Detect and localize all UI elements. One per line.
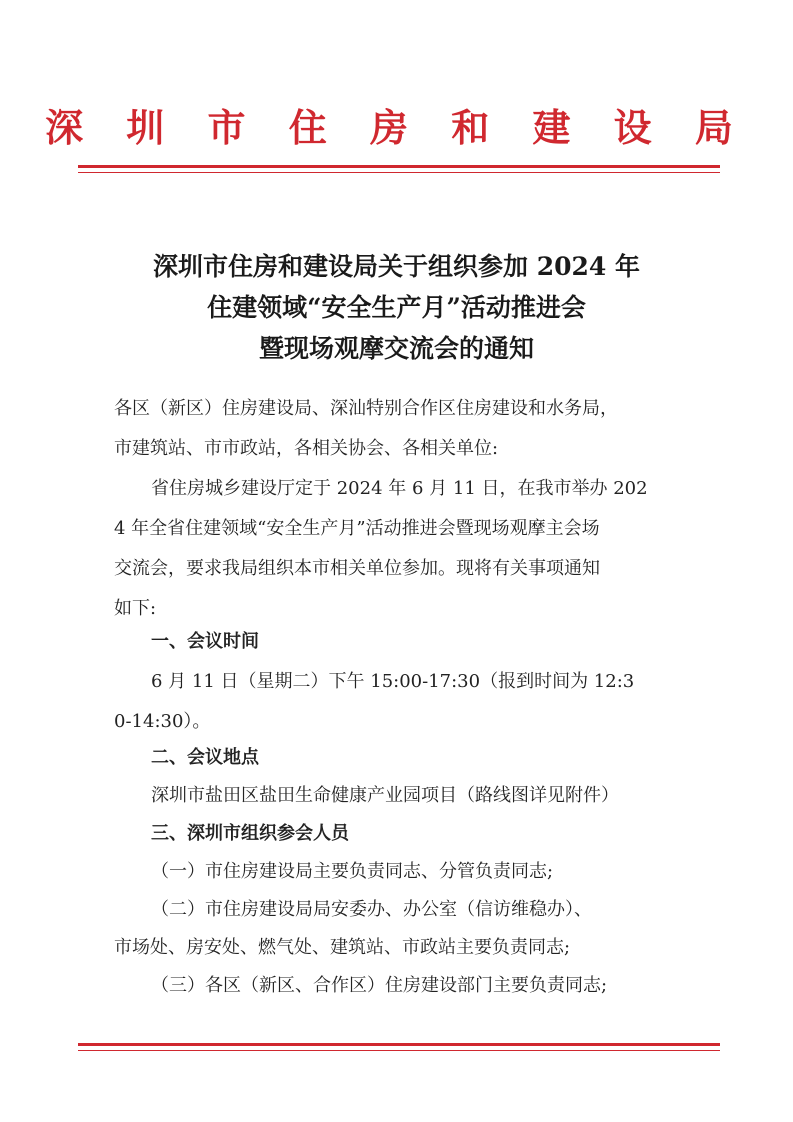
section-heading-attendees: 三、深圳市组织参会人员	[151, 823, 349, 844]
title-line: 住建领域“安全生产月”活动推进会	[207, 293, 586, 322]
header-divider-thin	[78, 172, 720, 173]
header-divider-thick	[78, 165, 720, 168]
body-paragraph-line: 深圳市盐田区盐田生命健康产业园项目（路线图详见附件）	[151, 785, 619, 806]
body-paragraph-line: 省住房城乡建设厅定于 2024 年 6 月 11 日，在我市举办 202	[151, 478, 648, 499]
body-paragraph-line: 如下:	[114, 598, 157, 619]
body-paragraph-line: 0-14:30）。	[114, 711, 211, 732]
addressee-line: 各区（新区）住房建设局、深汕特别合作区住房建设和水务局，	[114, 398, 618, 419]
list-item: （三）各区（新区、合作区）住房建设部门主要负责同志;	[151, 975, 608, 996]
footer-divider-thick	[78, 1043, 720, 1046]
list-item: （二）市住房建设局局安委办、办公室（信访维稳办）、	[151, 899, 592, 920]
addressee-line: 市建筑站、市市政站，各相关协会、各相关单位:	[114, 438, 499, 459]
footer-divider-thin	[78, 1050, 720, 1051]
body-paragraph-line: 交流会，要求我局组织本市相关单位参加。现将有关事项通知	[114, 558, 600, 579]
list-item-continuation: 市场处、房安处、燃气处、建筑站、市政站主要负责同志;	[114, 937, 571, 958]
body-paragraph-line: 6 月 11 日（星期二）下午 15:00-17:30（报到时间为 12:3	[151, 671, 635, 692]
title-line: 深圳市住房和建设局关于组织参加 2024 年	[153, 252, 640, 281]
org-name-header: 深 圳 市 住 房 和 建 设 局	[45, 105, 748, 150]
section-heading-time: 一、会议时间	[151, 631, 259, 652]
notice-title	[0, 246, 793, 369]
list-item: （一）市住房建设局主要负责同志、分管负责同志;	[151, 861, 554, 882]
title-line: 暨现场观摩交流会的通知	[258, 334, 534, 363]
body-paragraph-line: 4 年全省住建领域“安全生产月”活动推进会暨现场观摩主会场	[114, 518, 600, 539]
section-heading-place: 二、会议地点	[151, 747, 259, 768]
